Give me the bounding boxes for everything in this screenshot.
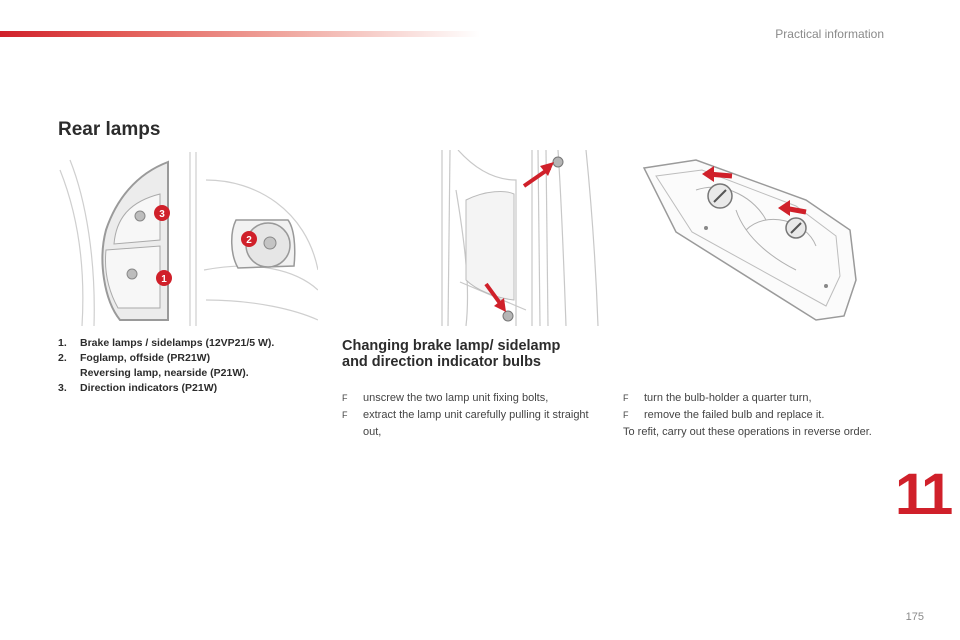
chapter-number: 11: [895, 462, 951, 527]
svg-text:3: 3: [159, 209, 165, 220]
legend-item: 2. Foglamp, offside (PR21W): [58, 352, 211, 364]
procedure-steps-right: [623, 390, 883, 441]
svg-text:2: 2: [246, 235, 252, 246]
bulb-legend: [58, 336, 328, 396]
page-number: 175: [905, 611, 924, 623]
procedure-step: F remove the failed bulb and replace it.: [623, 409, 825, 421]
accent-bar: [0, 31, 480, 37]
fixing-bolts-figure: [436, 150, 602, 326]
section-title: Practical information: [775, 27, 884, 41]
bulb-holder-figure: [636, 150, 858, 326]
callout-2: [241, 231, 257, 247]
svg-text:1: 1: [161, 274, 167, 285]
page-title: Rear lamps: [58, 119, 161, 140]
rear-lamp-figure: [56, 150, 318, 326]
legend-item: Reversing lamp, nearside (P21W).: [80, 367, 249, 379]
refit-note: To refit, carry out these operations in reverse order.: [623, 426, 872, 438]
procedure-heading: Changing brake lamp/ sidelamp and direction indicator bulbs: [342, 338, 561, 370]
procedure-step: F unscrew the two lamp unit fixing bolts,: [342, 392, 549, 404]
legend-item: 1. Brake lamps / sidelamps (12VP21/5 W).: [58, 337, 275, 349]
callout-1: [156, 270, 172, 286]
procedure-step: F extract the lamp unit carefully pulling it straight out,: [342, 409, 589, 438]
procedure-step: F turn the bulb-holder a quarter turn,: [623, 392, 812, 404]
callout-3: [154, 205, 170, 221]
legend-item: 3. Direction indicators (P21W): [58, 382, 218, 394]
procedure-steps-left: [342, 390, 592, 441]
